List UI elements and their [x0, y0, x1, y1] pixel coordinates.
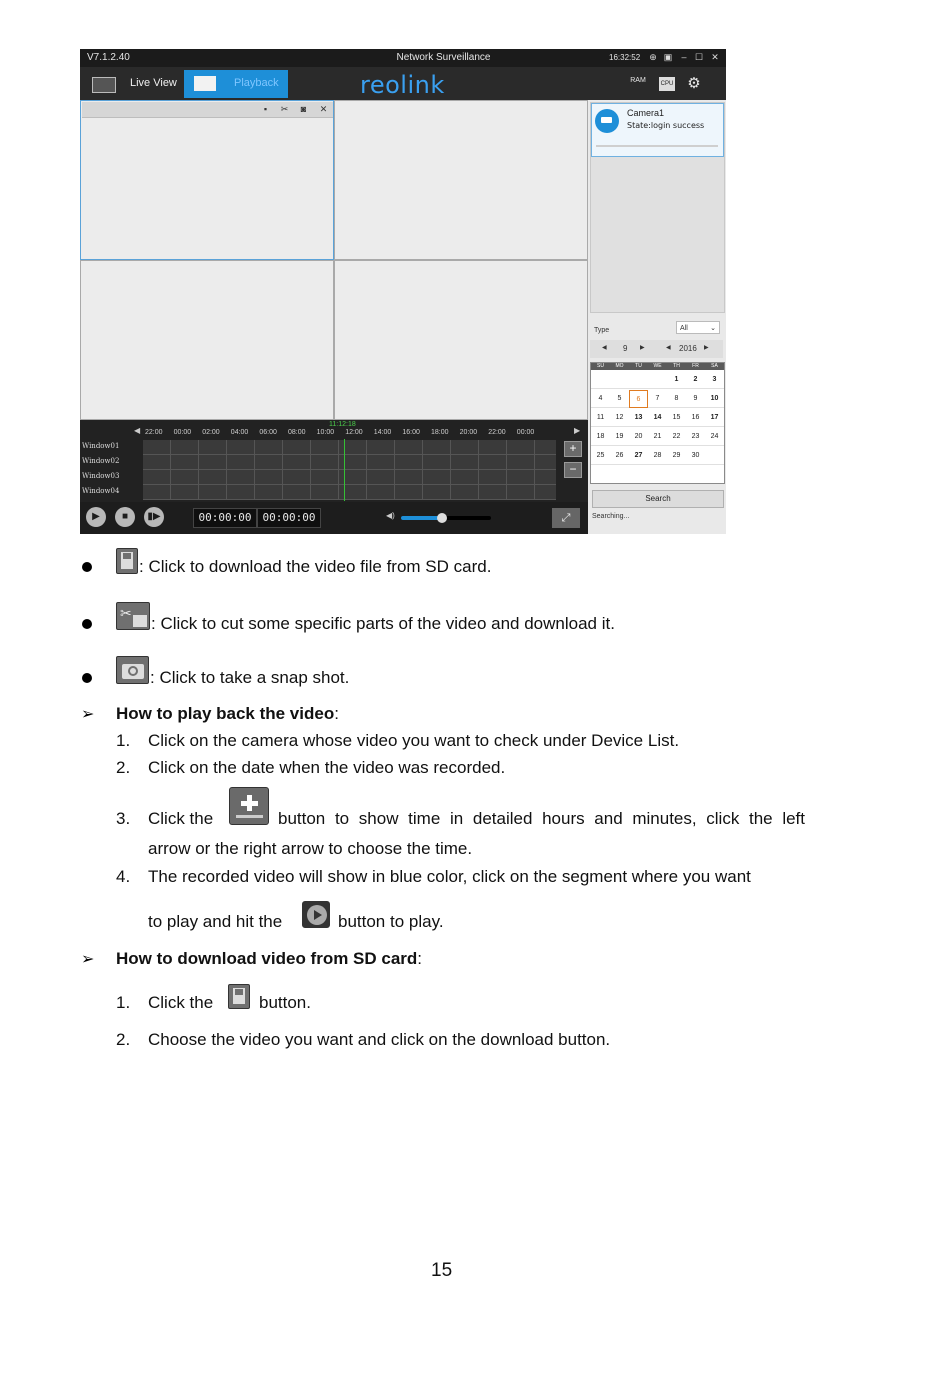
- step-text: Choose the video you want and click on the download button.: [148, 1030, 611, 1049]
- clip-icon[interactable]: ✂: [280, 104, 289, 114]
- timeline-row-track[interactable]: [143, 455, 556, 470]
- bullet-snapshot-text: : Click to take a snap shot.: [150, 668, 350, 687]
- timeline-tick-label: 10:00: [316, 429, 335, 436]
- calendar-day: [629, 371, 648, 389]
- gear-icon[interactable]: ⚙: [687, 75, 701, 92]
- brand-logo: reolink: [360, 71, 445, 99]
- month-prev-arrow[interactable]: ◀: [602, 345, 607, 351]
- timeline-row[interactable]: [80, 485, 556, 499]
- page-number: 15: [431, 1260, 453, 1281]
- calendar-day: [591, 371, 610, 389]
- chevron-down-icon: ⌄: [710, 325, 716, 332]
- camera-icon: [595, 109, 619, 133]
- year-value: 2016: [679, 344, 697, 353]
- step-text: button.: [259, 993, 311, 1012]
- device-item-camera1[interactable]: [591, 103, 724, 157]
- calendar-day[interactable]: 8: [667, 390, 686, 408]
- timeline-tick-label: 04:00: [230, 429, 249, 436]
- calendar-day[interactable]: 7: [648, 390, 667, 408]
- year-next-arrow[interactable]: ▶: [704, 345, 709, 351]
- timeline-row-label: Window03: [82, 472, 120, 480]
- calendar-day[interactable]: 29: [667, 447, 686, 465]
- step-text: button to show time in detailed hours and minutes, click the left: [278, 809, 805, 828]
- timeline-row-label: Window01: [82, 442, 120, 450]
- timeline-tick-label: 06:00: [259, 429, 277, 436]
- calendar-weekday: FR: [692, 363, 699, 369]
- timeline-cursor[interactable]: [344, 439, 345, 501]
- section-heading-download-title: How to download video from SD card: [116, 949, 418, 968]
- lock-icon[interactable]: ▣: [663, 52, 673, 62]
- calendar-day[interactable]: 24: [705, 428, 724, 446]
- cpu-icon[interactable]: [659, 77, 675, 91]
- calendar-day[interactable]: 6: [629, 390, 648, 408]
- calendar-weekdays: [591, 363, 724, 370]
- bullet-dot: [82, 562, 92, 572]
- maximize-button[interactable]: ☐: [694, 52, 704, 62]
- calendar-day[interactable]: 16: [686, 409, 705, 427]
- bullet-dot: [82, 673, 92, 683]
- month-value: 9: [623, 344, 628, 353]
- calendar-day[interactable]: 1: [667, 371, 686, 389]
- step-text: to play and hit the: [148, 912, 283, 931]
- calendar-day[interactable]: 30: [686, 447, 705, 465]
- timeline-tick-label: 08:00: [288, 429, 306, 436]
- calendar-day[interactable]: 5: [610, 390, 629, 408]
- timeline-tick-label: 02:00: [202, 429, 220, 436]
- step-text: button to play.: [338, 912, 444, 931]
- playback-window: [80, 49, 726, 534]
- zoom-out-button[interactable]: −: [564, 462, 582, 478]
- month-year-nav: [590, 340, 723, 358]
- calendar-day[interactable]: 14: [648, 409, 667, 427]
- timeline-left-arrow[interactable]: ◀: [134, 426, 141, 435]
- type-label: Type: [594, 327, 610, 334]
- step-number: 4.: [116, 867, 131, 886]
- section-heading-playback: [116, 704, 339, 724]
- calendar-day[interactable]: 23: [686, 428, 705, 446]
- section-heading-playback-title: How to play back the video: [116, 704, 335, 723]
- step-number: 1.: [116, 993, 131, 1012]
- bullet-download-text: : Click to download the video file from SD card.: [139, 557, 492, 576]
- play-button[interactable]: ▶: [86, 507, 106, 527]
- step-text: Click on the camera whose video you want to check under Device List.: [148, 731, 680, 750]
- year-prev-arrow[interactable]: ◀: [666, 345, 671, 351]
- timeline-tick-label: 12:00: [345, 429, 363, 436]
- step-number: 1.: [116, 731, 131, 750]
- search-button[interactable]: Search: [592, 490, 724, 508]
- camera-snapshot-icon[interactable]: ◙: [300, 104, 307, 114]
- fullscreen-button[interactable]: ⤢: [552, 508, 580, 528]
- calendar-day: [705, 447, 724, 465]
- type-select[interactable]: [676, 321, 720, 334]
- step-number: 3.: [116, 809, 131, 828]
- clapperboard-icon: [194, 76, 216, 91]
- timeline-row-track[interactable]: [143, 485, 556, 500]
- calendar: [590, 362, 725, 484]
- section-heading-download: [116, 949, 422, 969]
- timeline-current-time: 11:12:18: [329, 421, 356, 428]
- video-grid: [80, 100, 588, 470]
- camera-icon: [116, 656, 149, 684]
- ram-icon[interactable]: [630, 77, 646, 91]
- timeline-row[interactable]: [80, 470, 556, 484]
- timeline-tick-label: 14:00: [373, 429, 392, 436]
- step-text: The recorded video will show in blue color, click on the segment where you want: [148, 867, 751, 886]
- svg-text:✂: ✂: [120, 606, 132, 622]
- device-state: State:login success: [627, 121, 705, 130]
- timeline-row[interactable]: [80, 455, 556, 469]
- video-pane-4[interactable]: [334, 260, 588, 420]
- calendar-weekday: WE: [653, 363, 662, 369]
- calendar-weekday: SU: [597, 363, 604, 369]
- pane-toolbar: [82, 102, 333, 118]
- calendar-weekday: TH: [673, 363, 680, 369]
- timeline-tick-label: 18:00: [431, 429, 449, 436]
- scissors-icon: [116, 602, 150, 630]
- calendar-day[interactable]: 10: [705, 390, 724, 408]
- title-bar: [80, 49, 726, 67]
- section-heading-colon: :: [334, 704, 339, 723]
- end-time: 00:00:00: [257, 508, 321, 528]
- timeline-row-track[interactable]: [143, 470, 556, 485]
- play-icon: [302, 901, 330, 928]
- calendar-day[interactable]: 17: [705, 409, 724, 427]
- zoom-in-icon: [229, 787, 269, 825]
- calendar-day[interactable]: 11: [591, 409, 610, 427]
- calendar-day[interactable]: 26: [610, 447, 629, 465]
- window-title: Network Surveillance: [396, 52, 491, 63]
- timeline-tick-label: 20:00: [459, 429, 478, 436]
- calendar-day[interactable]: 9: [686, 390, 705, 408]
- minimize-button[interactable]: –: [681, 52, 687, 62]
- monitor-icon: [92, 77, 116, 93]
- video-pane-2[interactable]: [334, 100, 588, 260]
- tab-live-view[interactable]: [86, 69, 184, 98]
- calendar-day[interactable]: 22: [667, 428, 686, 446]
- calendar-day[interactable]: 25: [591, 447, 610, 465]
- calendar-day[interactable]: 18: [591, 428, 610, 446]
- calendar-day[interactable]: 28: [648, 447, 667, 465]
- timeline-right-arrow[interactable]: ▶: [574, 426, 581, 435]
- timeline-row-label: Window02: [82, 457, 120, 465]
- network-icon[interactable]: ⊕: [649, 52, 657, 62]
- calendar-weekday: MO: [615, 363, 624, 369]
- start-time: 00:00:00: [193, 508, 257, 528]
- calendar-weekday: TU: [635, 363, 642, 369]
- step-text: Click on the date when the video was recorded.: [148, 758, 506, 777]
- save-icon: [228, 984, 250, 1009]
- calendar-day[interactable]: 15: [667, 409, 686, 427]
- bullet-dot: [82, 619, 92, 629]
- volume-icon[interactable]: ◀): [386, 511, 395, 520]
- playback-controls: [80, 502, 588, 534]
- calendar-day[interactable]: 4: [591, 390, 610, 408]
- step-text: Click the: [148, 993, 214, 1012]
- bullet-cut-text: : Click to cut some specific parts of the video and download it.: [151, 614, 615, 633]
- calendar-day[interactable]: 2: [686, 371, 705, 389]
- section-heading-colon: :: [417, 949, 423, 968]
- right-panel: [588, 100, 726, 534]
- timeline[interactable]: [80, 420, 588, 502]
- tab-playback-label: Playback: [234, 77, 279, 89]
- save-icon: [116, 548, 138, 574]
- calendar-day[interactable]: 12: [610, 409, 629, 427]
- cpu-label: CPU: [660, 81, 674, 87]
- step-text: arrow or the right arrow to choose the time.: [148, 839, 473, 858]
- timeline-tick-label: 22:00: [488, 429, 506, 436]
- stop-button[interactable]: ■: [115, 507, 135, 527]
- type-select-value: All: [680, 325, 688, 332]
- ram-label: RAM: [630, 77, 646, 84]
- timeline-tick-label: 16:00: [402, 429, 420, 436]
- device-divider: [596, 145, 718, 147]
- video-pane-3[interactable]: [80, 260, 334, 420]
- version-label: V7.1.2.40: [87, 52, 130, 63]
- device-list: [590, 102, 725, 313]
- zoom-in-button[interactable]: +: [564, 441, 582, 457]
- calendar-day: [648, 371, 667, 389]
- calendar-day[interactable]: 20: [629, 428, 648, 446]
- step-number: 2.: [116, 1030, 131, 1049]
- arrow-bullet-icon: ➢: [81, 706, 95, 723]
- timeline-row[interactable]: [80, 440, 556, 454]
- save-icon[interactable]: ▪: [263, 104, 268, 114]
- volume-slider[interactable]: [401, 516, 491, 520]
- main-toolbar: [80, 67, 726, 101]
- clock: 16:32:52: [609, 53, 641, 62]
- close-button[interactable]: ✕: [711, 52, 719, 62]
- tab-playback[interactable]: [184, 70, 288, 98]
- timeline-tick-label: 22:00: [145, 429, 163, 436]
- timeline-row-track[interactable]: [143, 440, 556, 455]
- calendar-day[interactable]: 3: [705, 371, 724, 389]
- step-number: 2.: [116, 758, 131, 777]
- device-name: Camera1: [627, 108, 665, 118]
- calendar-day[interactable]: 21: [648, 428, 667, 446]
- video-pane-1[interactable]: [80, 100, 334, 260]
- volume-knob[interactable]: [437, 513, 447, 523]
- arrow-bullet-icon: ➢: [81, 951, 95, 968]
- volume-fill: [401, 516, 442, 520]
- timeline-tick-label: 00:00: [516, 429, 535, 436]
- search-status: Searching...: [592, 513, 630, 520]
- month-next-arrow[interactable]: ▶: [640, 345, 645, 351]
- calendar-day: [610, 371, 629, 389]
- calendar-day[interactable]: 13: [629, 409, 648, 427]
- step-forward-button[interactable]: ▮▶: [144, 507, 164, 527]
- calendar-day[interactable]: 19: [610, 428, 629, 446]
- tab-live-view-label: Live View: [130, 77, 177, 89]
- timeline-row-label: Window04: [82, 487, 120, 495]
- step-text: Click the: [148, 809, 214, 828]
- calendar-weekday: SA: [711, 363, 718, 369]
- timeline-tick-label: 00:00: [173, 429, 192, 436]
- calendar-day[interactable]: 27: [629, 447, 648, 465]
- close-pane-icon[interactable]: ✕: [319, 104, 328, 114]
